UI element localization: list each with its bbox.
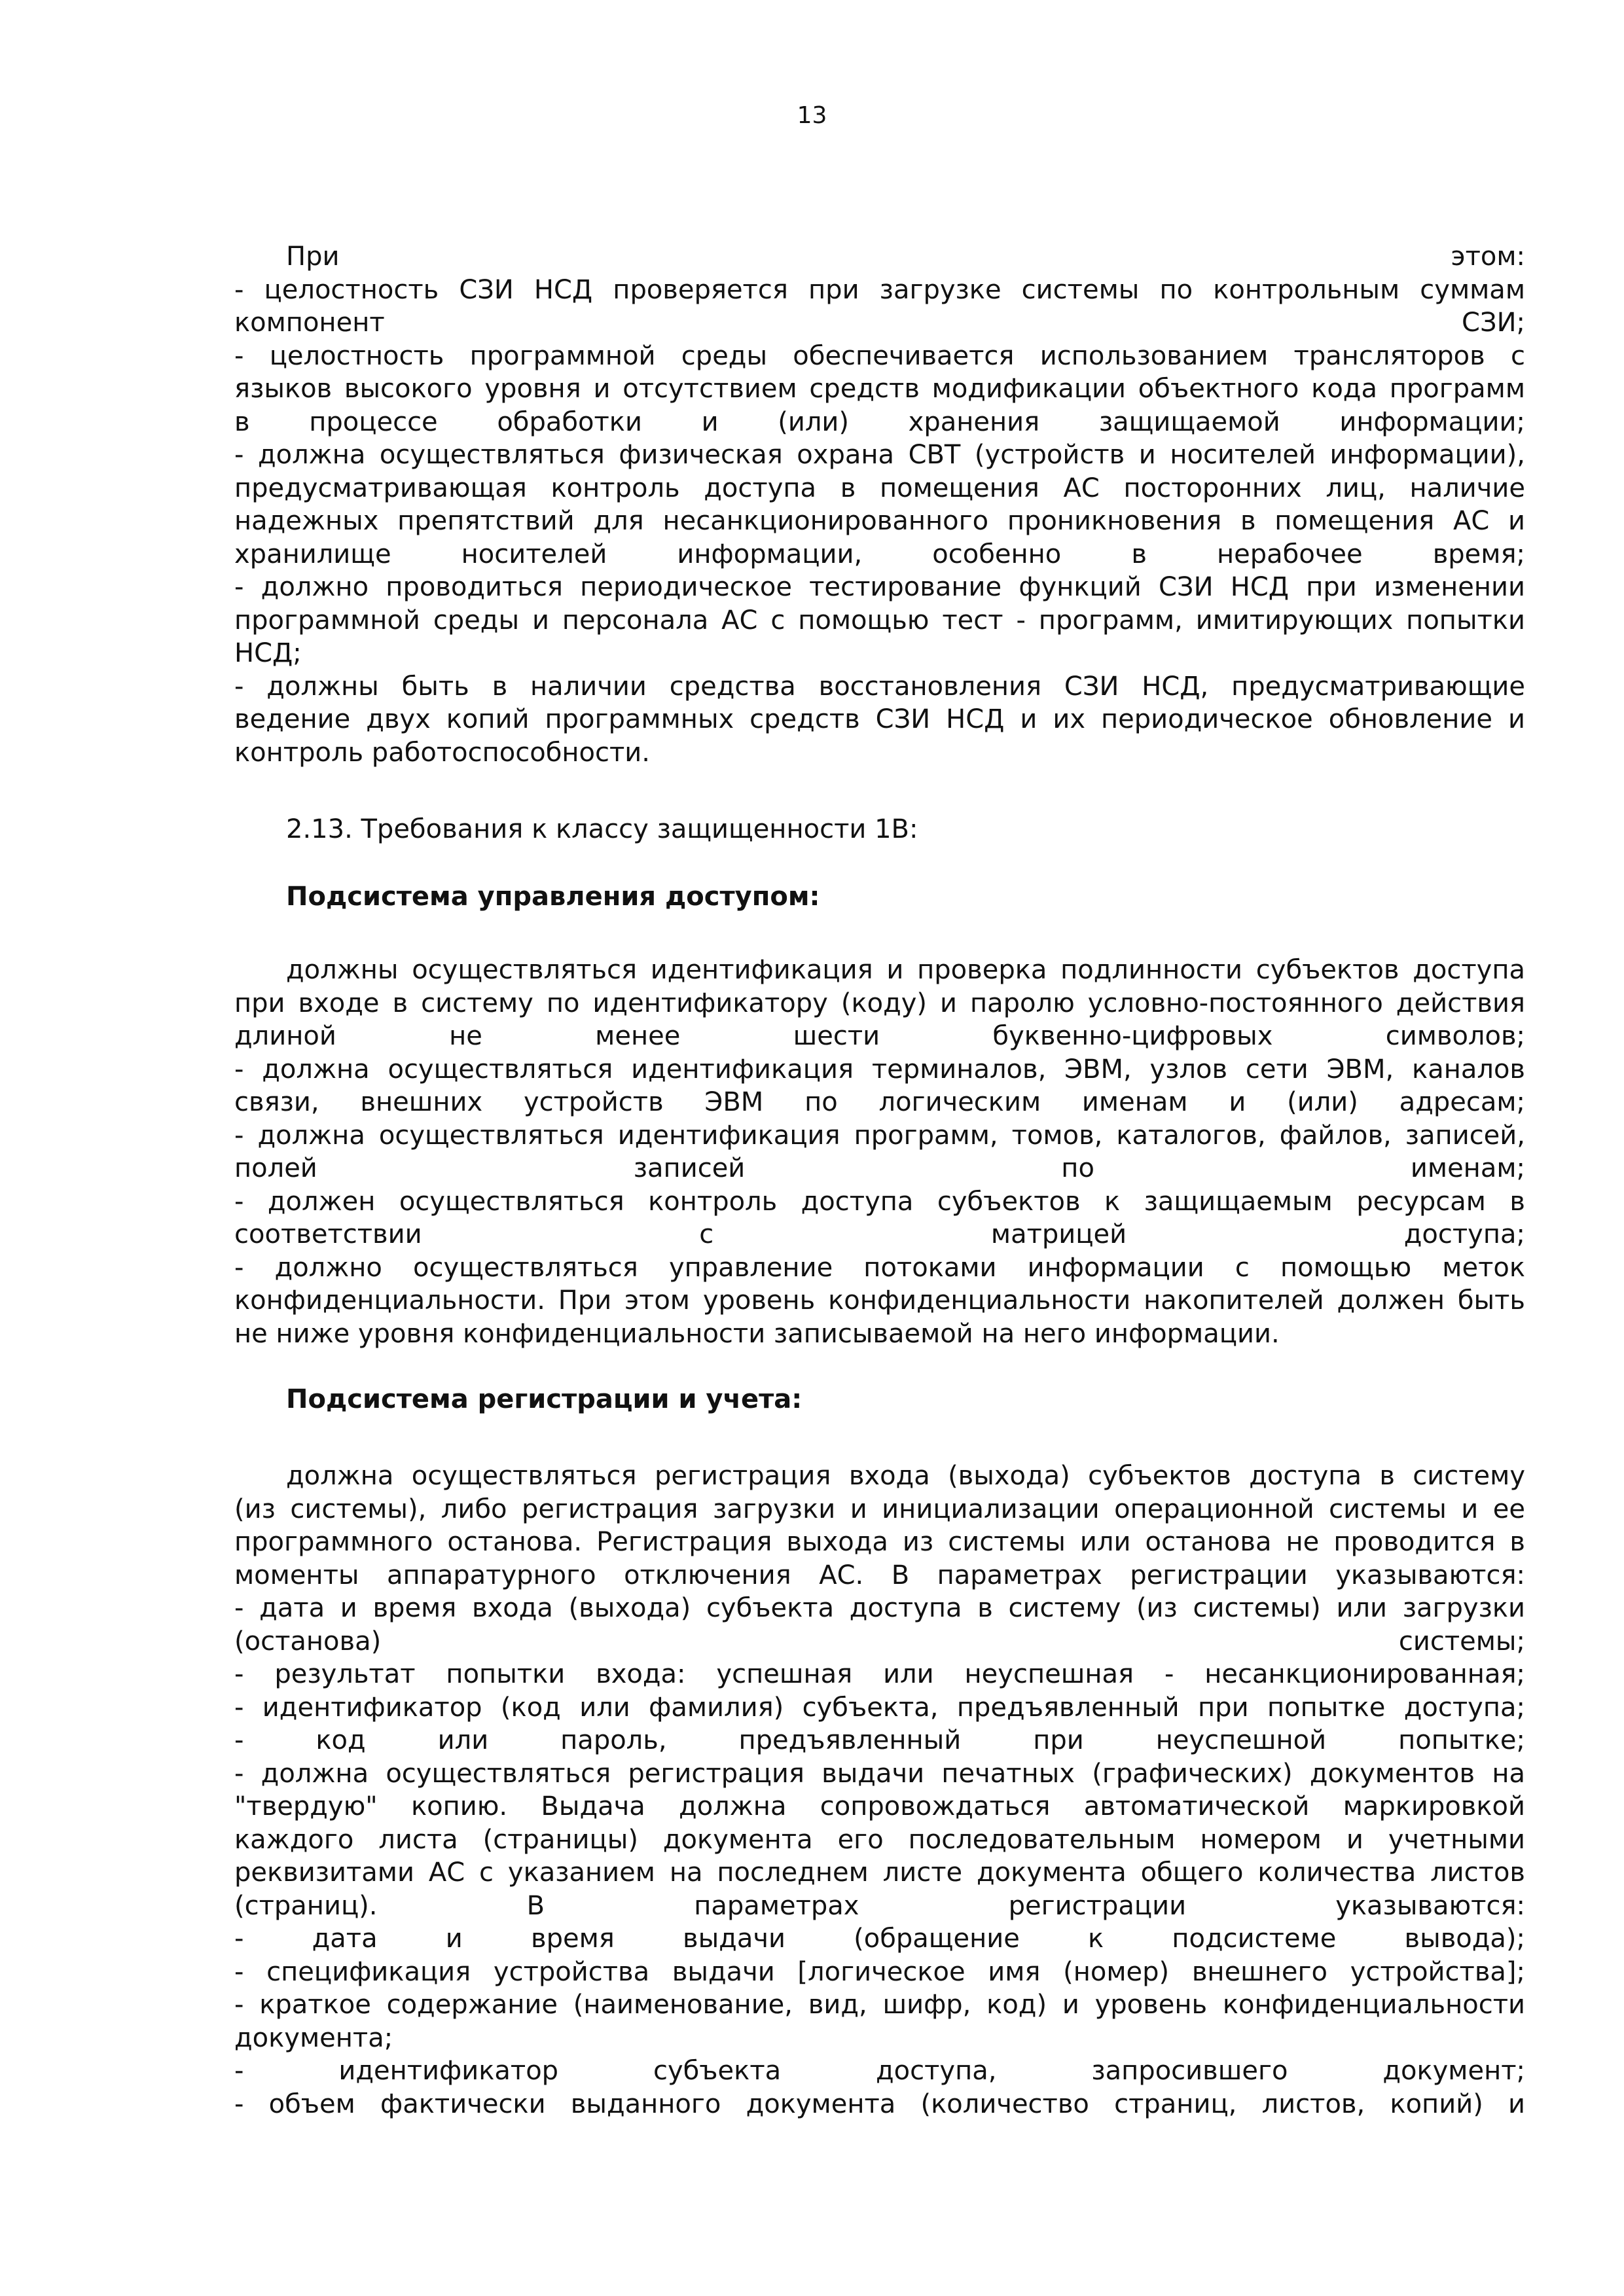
text-line: моменты аппаратурного отключения АС. В параметрах регистрации указываются: bbox=[234, 1560, 1525, 1590]
text-line: - код или пароль, предъявленный при неуспешной попытке; bbox=[234, 1725, 1525, 1755]
subsection-title: Подсистема регистрации и учета: bbox=[286, 1384, 803, 1414]
text-line: не ниже уровня конфиденциальности записываемой на него информации. bbox=[234, 1318, 1280, 1349]
text-line: конфиденциальности. При этом уровень конфиденциальности накопителей должен быть bbox=[234, 1285, 1525, 1316]
text-line: - целостность СЗИ НСД проверяется при загрузке системы по контрольным суммам bbox=[234, 274, 1525, 305]
subsection-title: Подсистема управления доступом: bbox=[286, 882, 820, 912]
page-number: 13 bbox=[797, 102, 827, 129]
text-line: ведение двух копий программных средств СЗИ НСД и их периодическое обновление и bbox=[234, 704, 1525, 734]
text-line: связи, внешних устройств ЭВМ по логическим именам и (или) адресам; bbox=[234, 1087, 1525, 1117]
text-line: реквизитами АС с указанием на последнем листе документа общего количества листов bbox=[234, 1857, 1525, 1888]
text-line: программного останова. Регистрация выхода из системы или останова не проводится в bbox=[234, 1527, 1525, 1557]
subsystem-heading-registration bbox=[234, 1383, 1525, 1416]
text-line: - идентификатор субъекта доступа, запросившего документ; bbox=[234, 2056, 1525, 2086]
text-line: документа; bbox=[234, 2022, 393, 2053]
paragraph-block-2 bbox=[234, 954, 1525, 1350]
text-line: - должно проводиться периодическое тестирование функций СЗИ НСД при изменении bbox=[234, 572, 1525, 602]
text-line: - результат попытки входа: успешная или неуспешная - несанкционированная; bbox=[234, 1659, 1525, 1689]
text-line: - должна осуществляться физическая охрана СВТ (устройств и носителей информации), bbox=[234, 440, 1525, 470]
text-line: - должны быть в наличии средства восстановления СЗИ НСД, предусматривающие bbox=[234, 671, 1525, 702]
text-line: должны осуществляться идентификация и проверка подлинности субъектов доступа bbox=[286, 955, 1525, 985]
section-heading bbox=[234, 813, 1525, 846]
text-line: - целостность программной среды обеспечивается использованием трансляторов с bbox=[234, 340, 1525, 371]
text-line: - дата и время входа (выхода) субъекта доступа в систему (из системы) или загрузки bbox=[234, 1593, 1525, 1623]
text-line: длиной не менее шести буквенно-цифровых символов; bbox=[234, 1021, 1525, 1051]
text-line: - дата и время выдачи (обращение к подсистеме вывода); bbox=[234, 1924, 1525, 1954]
section-title: 2.13. Требования к классу защищенности 1В: bbox=[286, 814, 918, 844]
paragraph-block-3 bbox=[234, 1460, 1525, 2121]
paragraph-block-1 bbox=[234, 240, 1525, 769]
text-line: - должен осуществляться контроль доступа субъектов к защищаемым ресурсам в bbox=[234, 1186, 1525, 1217]
text-line: "твердую" копию. Выдача должна сопровождаться автоматической маркировкой bbox=[234, 1791, 1525, 1821]
text-line: в процессе обработки и (или) хранения защищаемой информации; bbox=[234, 406, 1525, 437]
text-line: полей записей по именам; bbox=[234, 1153, 1525, 1183]
text-line: программной среды и персонала АС с помощью тест - программ, имитирующих попытки bbox=[234, 605, 1525, 636]
text-line: - должна осуществляться идентификация программ, томов, каталогов, файлов, записей, bbox=[234, 1120, 1525, 1151]
text-line: - спецификация устройства выдачи [логическое имя (номер) внешнего устройства]; bbox=[234, 1956, 1525, 1987]
text-line: - должна осуществляться регистрация выдачи печатных (графических) документов на bbox=[234, 1758, 1525, 1789]
text-line: соответствии с матрицей доступа; bbox=[234, 1219, 1525, 1249]
text-line: (из системы), либо регистрация загрузки и инициализации операционной системы и ее bbox=[234, 1494, 1525, 1524]
text-line: НСД; bbox=[234, 638, 302, 668]
text-line: контроль работоспособности. bbox=[234, 737, 650, 768]
text-line: (страниц). В параметрах регистрации указываются: bbox=[234, 1890, 1525, 1921]
text-line: - должна осуществляться идентификация терминалов, ЭВМ, узлов сети ЭВМ, каналов bbox=[234, 1054, 1525, 1085]
text-line: компонент СЗИ; bbox=[234, 308, 1525, 338]
text-line: (останова) системы; bbox=[234, 1626, 1525, 1657]
text-line: - идентификатор (код или фамилия) субъекта, предъявленный при попытке доступа; bbox=[234, 1692, 1525, 1723]
text-line: - объем фактически выданного документа (количество страниц, листов, копий) и bbox=[234, 2089, 1525, 2119]
subsystem-heading-access bbox=[234, 880, 1525, 914]
text-line: - краткое содержание (наименование, вид, шифр, код) и уровень конфиденциальности bbox=[234, 1990, 1525, 2020]
text-line: хранилище носителей информации, особенно в нерабочее время; bbox=[234, 539, 1525, 569]
text-line: - должно осуществляться управление потоками информации с помощью меток bbox=[234, 1252, 1525, 1283]
text-line: каждого листа (страницы) документа его последовательным номером и учетными bbox=[234, 1824, 1525, 1855]
text-line: предусматривающая контроль доступа в помещения АС посторонних лиц, наличие bbox=[234, 473, 1525, 503]
text-line: при входе в систему по идентификатору (коду) и паролю условно-постоянного действия bbox=[234, 988, 1525, 1018]
text-line: надежных препятствий для несанкционированного проникновения в помещения АС и bbox=[234, 506, 1525, 536]
text-line: При этом: bbox=[286, 242, 1525, 272]
text-line: должна осуществляться регистрация входа (выхода) субъектов доступа в систему bbox=[286, 1461, 1525, 1491]
text-line: языков высокого уровня и отсутствием средств модификации объектного кода программ bbox=[234, 374, 1525, 404]
